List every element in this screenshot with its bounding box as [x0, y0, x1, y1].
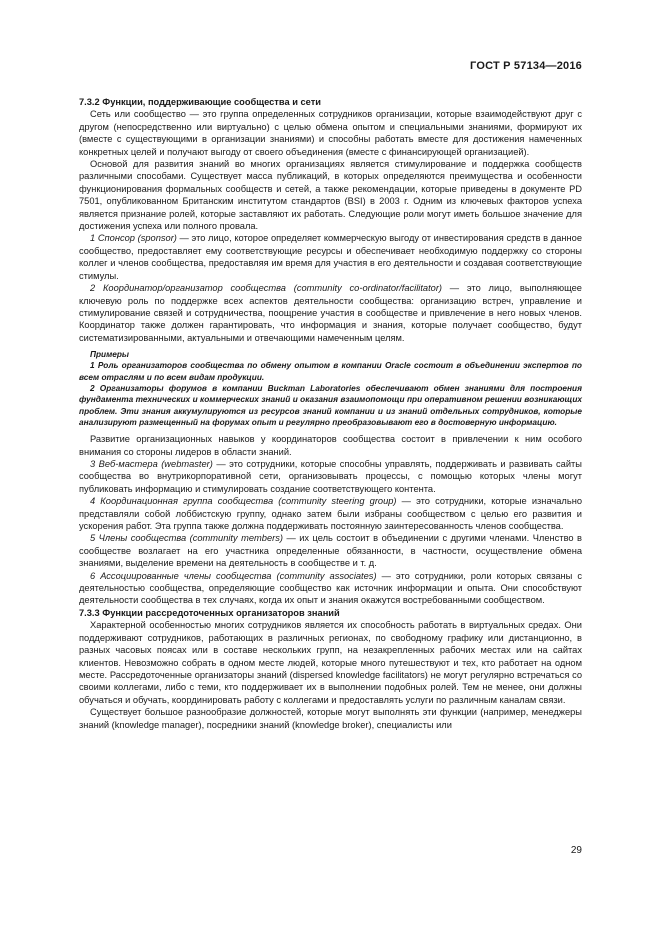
paragraph: Сеть или сообщество — это группа определенных сотрудников организации, которые взаимодействуют друг с другом (непосредственно или виртуально) с целью обмена опытом и специальными знаниями, формируют их (вместе с существующими в организации знаниями) и способны работать вместе для достижения намеченных конкретных целей и получают выгоду от своего объединения (вместе с финансирующей организацией). — [79, 109, 582, 157]
paragraph: Существует большое разнообразие должностей, которые могут выполнять эти функции (например, менеджеры знаний (knowledge manager), посредники знаний (knowledge broker), специалисты или — [79, 707, 582, 730]
paragraph: Характерной особенностью многих сотрудников является их способность работать в виртуальных средах. Они поддерживают сотрудников, работающих в различных регионах, по свободному графику или дистанционно, в разных часовых поясах или в составе нескольких групп, на незакрепленных рабочих местах или на сайтах клиентов. Невозможно собрать в одном месте людей, которые много путешествуют и тех, кто работает на одном месте. Рассредоточенные организаторы знаний (dispersed knowledge facilitators) не могут регулярно встречаться со своими коллегами, либо с теми, кто поддерживает их в выполнении подобных ролей. Тем не менее, они должны обучаться и обучать, координировать работу с коллегами и предоставлять услуги по различным каналам связи. — [79, 620, 582, 705]
role-text: — это лицо, выполняющее ключевую роль по поддержке всех аспектов деятельности сообщества: организацию встреч, управление и стимулирование связей и сотрудничества, поощрение участия в сообществе и привлечение в него новых членов. Координатор также должен гарантировать, что информация и знания, которые получает сообщество, будут систематизированными, актуальными и отвечающими намеченным целям. — [79, 283, 582, 343]
document-body — [79, 96, 582, 731]
role-term: 6 Ассоциированные члены сообщества (community associates) — [90, 570, 377, 581]
role-paragraph — [79, 458, 582, 495]
example-item: 2 Организаторы форумов в компании Buckman Laboratories обеспечивают обмен знаниями для построения фундамента технических и коммерческих знаний и оказания взаимопомощи при оперативном решении возникающих проблем. Эти знания аккумулируются из ресурсов знаний компании и из знаний отдельных сотрудников, которые анализируют размещенный на форумах опыт и регулярно преобразовывают его в достоверную информацию. — [79, 383, 582, 427]
role-paragraph — [79, 532, 582, 569]
role-term: 1 Спонсор (sponsor) — [90, 233, 177, 244]
role-term: 4 Координационная группа сообщества (community steering group) — [90, 496, 397, 507]
role-paragraph — [79, 495, 582, 532]
role-term: 3 Веб-мастера (webmaster) — [90, 459, 213, 470]
role-paragraph — [79, 232, 582, 282]
section-heading-7-3-3: 7.3.3 Функции рассредоточенных организаторов знаний — [79, 607, 340, 618]
role-paragraph — [79, 570, 582, 607]
standard-header: ГОСТ Р 57134—2016 — [470, 60, 582, 72]
role-paragraph — [79, 282, 582, 344]
role-text: — их цель состоит в объединении с другими членами. Членство в сообществе возлагает на его участника определенные обязанности, в частности, осуществление обмена знаниями, выделение времени на деятельность в сообществе и т. д. — [79, 533, 582, 569]
example-item: 1 Роль организаторов сообщества по обмену опытом в компании Oracle состоит в объединении экспертов по всем отраслям и по всем видам продукции. — [79, 360, 582, 382]
role-text: — это сотрудники, роли которых связаны с деятельностью сообщества, определяющие сообщество как источник информации и опыта. Они способствуют деятельности сообщества в тех случаях, когда их опыт и знания окажутся востребованными сообществом. — [79, 570, 582, 606]
role-text: — это сотрудники, которые способны управлять, поддерживать и развивать сайты сообщества во внутрикорпоративной сети, организовывать процессы, с помощью которых члены могут публиковать информацию и стимулировать создание соответствующего контента. — [79, 459, 582, 494]
section-heading-7-3-2: 7.3.2 Функции, поддерживающие сообщества и сети — [79, 97, 321, 107]
examples-title: Примеры — [90, 349, 130, 360]
paragraph: Основой для развития знаний во многих организациях является стимулирование и поддержка сообществ различными способами. Существует масса публикаций, в которых определяются преимущества и особенности функционирования формальных сообществ и сетей, а также рекомендации, которые приведены в документе PD 7501, опубликованном Британским институтом стандартов (BSI) в 2003 г. Одним из ключевых факторов успеха является признание ролей, которые заставляют их работать. Следующие роли могут иметь большое значение для достижения успеха или полного провала. — [79, 159, 582, 232]
role-term: 2 Координатор/организатор сообщества (community co-ordinator/facilitator) — [90, 283, 443, 294]
role-text: — это лицо, которое определяет коммерческую выгоду от инвестирования средств в данное сообщество, предоставляет ему соответствующие ресурсы и обеспечивает необходимую поддержку со стороны коллег и членов сообщества, предоставляя им время для участия в его деятельности и создавая соответствующие стимулы. — [79, 233, 582, 281]
role-term: 5 Члены сообщества (community members) — [90, 533, 283, 544]
role-text: — это сотрудники, которые изначально представляли собой лоббистскую группу, однако затем были избраны сообществом с целью его развития и ускорения работ. Эта группа также должна поддерживать постоянную заинтересованность членов сообщества. — [79, 496, 582, 532]
page-number: 29 — [570, 845, 582, 856]
paragraph: Развитие организационных навыков у координаторов сообщества состоит в привлечении к ним особого внимания со стороны лидеров в области знаний. — [79, 434, 582, 457]
